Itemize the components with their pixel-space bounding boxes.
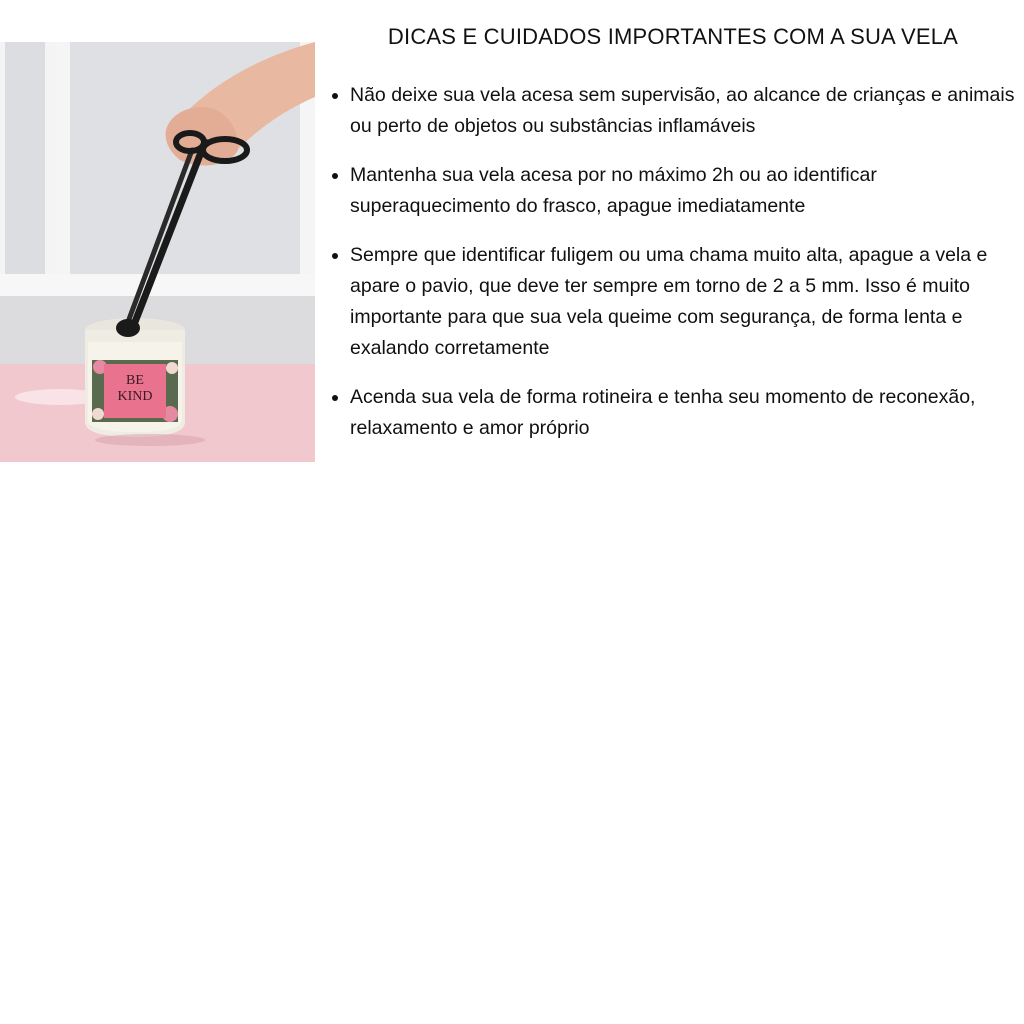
list-item: • Acenda sua vela de forma rotineira e tenha seu momento de reconexão, relaxamento e amor próprio xyxy=(350,382,1018,444)
page-title: DICAS E CUIDADOS IMPORTANTES COM A SUA VELA xyxy=(387,24,959,49)
candle-photo xyxy=(0,42,315,462)
list-item: • Mantenha sua vela acesa por no máximo 2h ou ao identificar superaquecimento do frasco, apague imediatamente xyxy=(350,160,1018,222)
flower-3 xyxy=(166,362,178,374)
snuffer-tip xyxy=(116,319,140,337)
tips-section xyxy=(328,22,1018,462)
tips-list xyxy=(328,80,1018,444)
label-text-be: BE xyxy=(126,373,144,388)
candle-photo-illustration xyxy=(0,42,315,462)
list-item: • Sempre que identificar fuligem ou uma chama muito alta, apague a vela e apare o pavio, que deve ter sempre em torno de 2 a 5 mm. Isso é muito importante para que sua vela queime com segurança, de forma lenta e exalando corretamente xyxy=(350,240,1018,364)
label-text-kind: KIND xyxy=(117,389,153,404)
jar-shadow xyxy=(95,434,205,446)
left-molding-inner xyxy=(5,42,45,282)
flower-4 xyxy=(92,408,104,420)
list-item: • Não deixe sua vela acesa sem supervisão, ao alcance de crianças e animais ou perto de objetos ou substâncias inflamáveis xyxy=(350,80,1018,142)
molding-rail xyxy=(0,274,315,296)
